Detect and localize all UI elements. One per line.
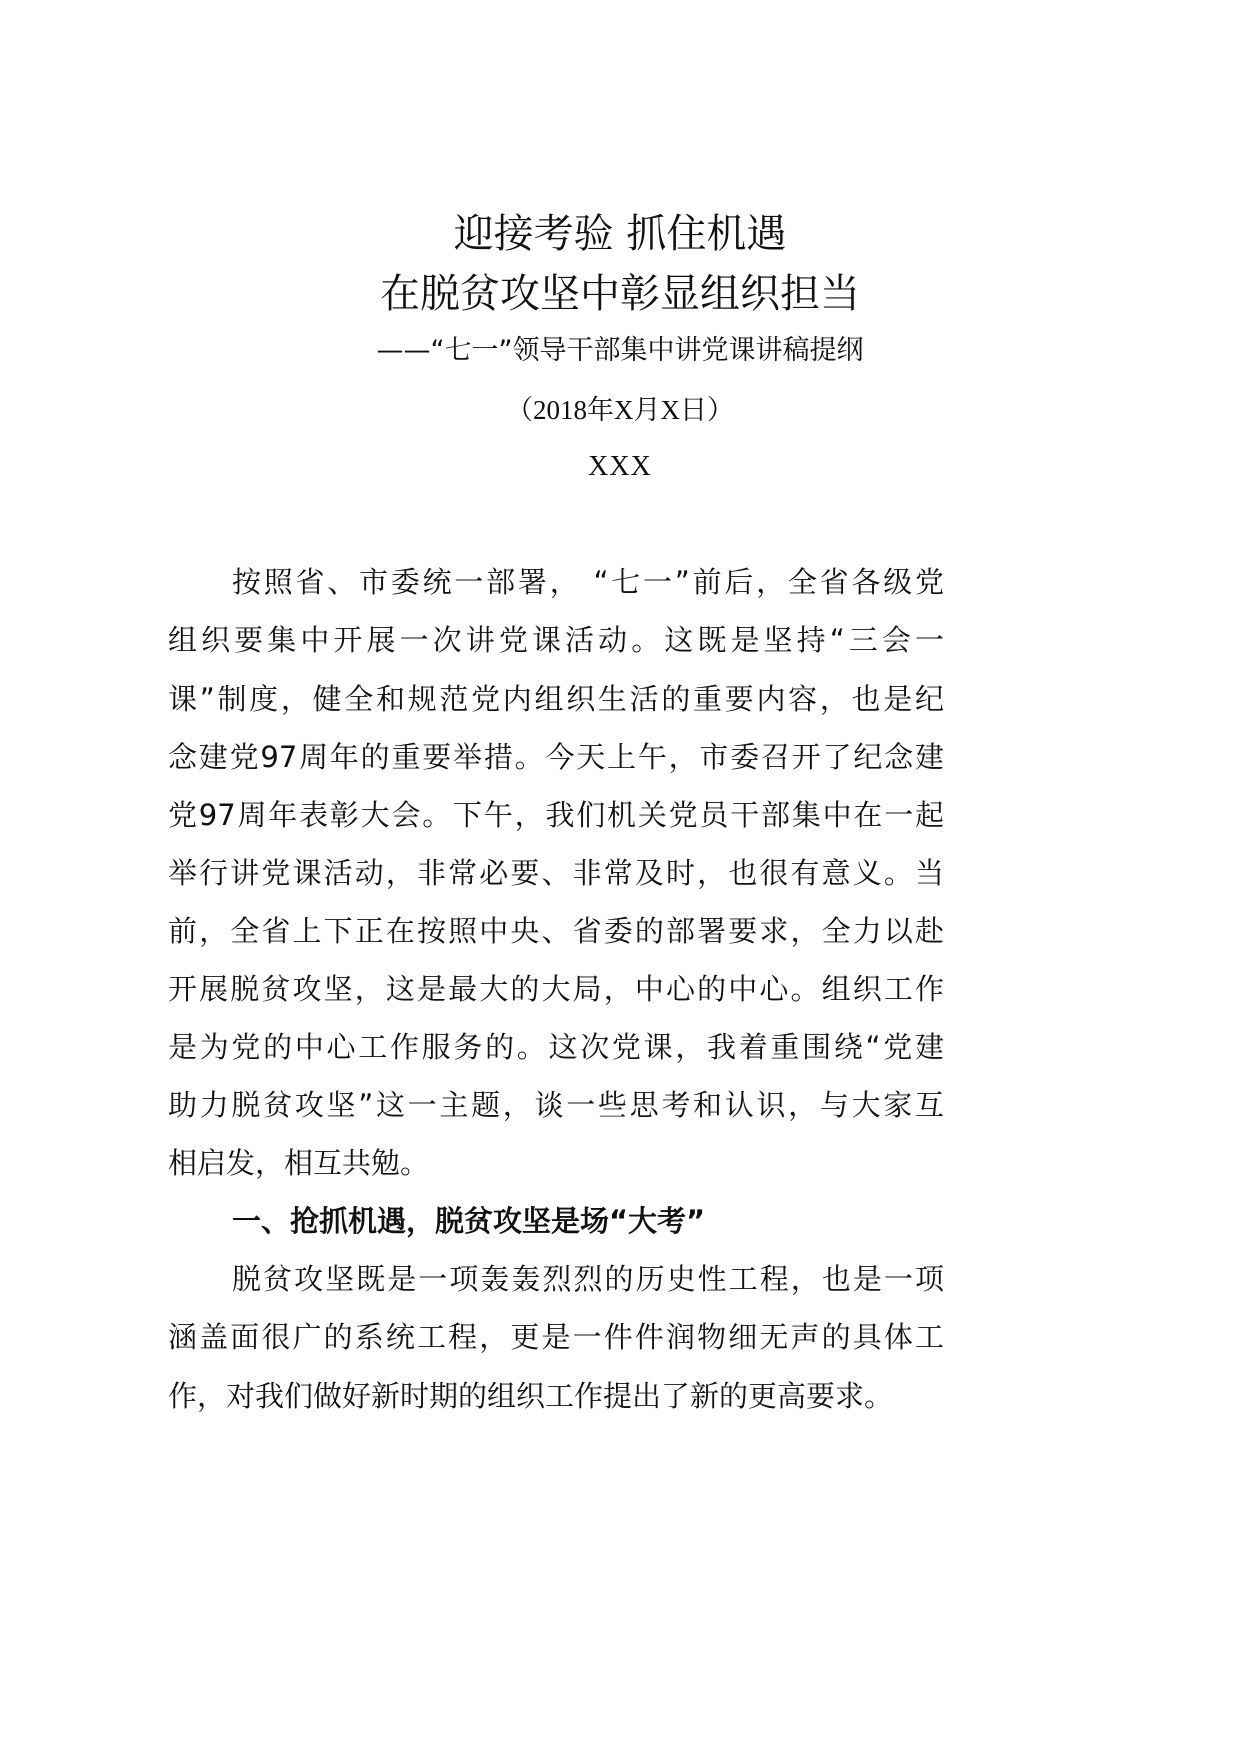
paragraph-2-line: 脱贫攻坚既是一项轰轰烈烈的历史性工程，也是一项 xyxy=(232,1262,944,1296)
paragraph-1-line: 课”制度，健全和规范党内组织生活的重要内容，也是纪 xyxy=(168,682,944,716)
paragraph-2-line: 作，对我们做好新时期的组织工作提出了新的更高要求。 xyxy=(168,1379,894,1413)
paragraph-1-line: 念建党97周年的重要举措。今天上午，市委召开了纪念建 xyxy=(168,740,944,774)
subtitle: ——“七一”领导干部集中讲党课讲稿提纲 xyxy=(376,335,864,366)
paragraph-1-line: 前，全省上下正在按照中央、省委的部署要求，全力以赴 xyxy=(168,914,944,948)
paragraph-1-line: 是为党的中心工作服务的。这次党课，我着重围绕“党建 xyxy=(168,1030,944,1064)
author-name: XXX xyxy=(588,451,652,482)
paragraph-1-line: 相启发，相互共勉。 xyxy=(168,1146,430,1180)
title-line-1: 迎接考验 抓住机遇 xyxy=(453,211,787,257)
paragraph-1-line: 组织要集中开展一次讲党课活动。这既是坚持“三会一 xyxy=(168,623,944,657)
paragraph-1-line: 党97周年表彰大会。下午，我们机关党员干部集中在一起 xyxy=(168,798,944,832)
paragraph-1-line: 举行讲党课活动，非常必要、非常及时，也很有意义。当 xyxy=(168,856,944,890)
date-line: （2018年X月X日） xyxy=(506,395,734,425)
section-heading: 一、抢抓机遇，脱贫攻坚是场“大考” xyxy=(232,1204,706,1238)
paragraph-1-line: 开展脱贫攻坚，这是最大的大局，中心的中心。组织工作 xyxy=(168,972,944,1006)
paragraph-2-line: 涵盖面很广的系统工程，更是一件件润物细无声的具体工 xyxy=(168,1320,944,1354)
paragraph-1-line: 按照省、市委统一部署， “七一”前后，全省各级党 xyxy=(232,565,944,599)
title-line-2: 在脱贫攻坚中彰显组织担当 xyxy=(380,271,860,317)
paragraph-1-line: 助力脱贫攻坚”这一主题，谈一些思考和认识，与大家互 xyxy=(168,1088,944,1122)
